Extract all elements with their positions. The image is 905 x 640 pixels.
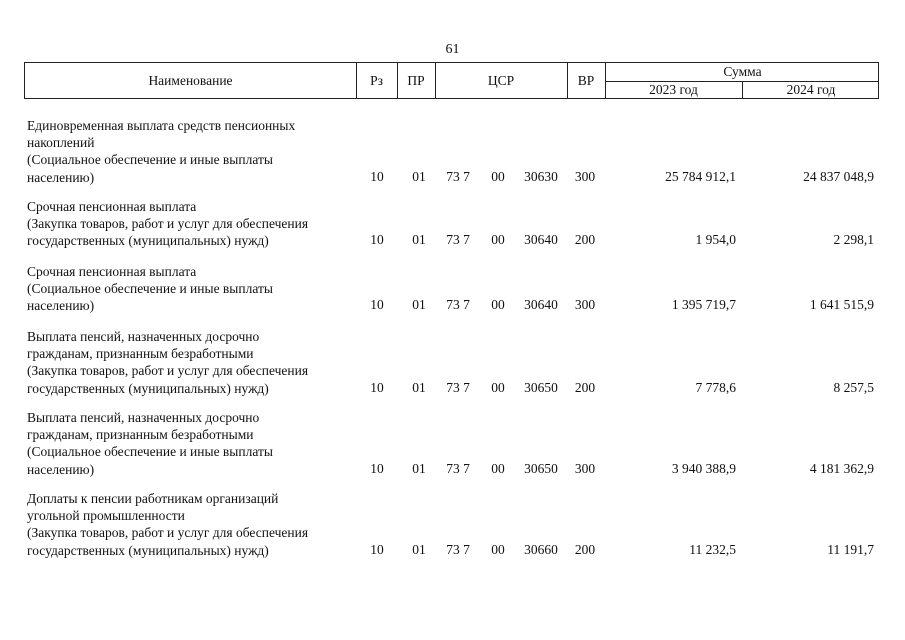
rz-cell: 10 xyxy=(370,379,384,395)
csr-code: 30650 xyxy=(524,379,558,395)
sum-2024: 1 641 515,9 xyxy=(809,297,874,313)
pr-cell: 01 xyxy=(412,541,426,557)
vr-cell: 300 xyxy=(574,168,596,184)
row-name-line: Срочная пенсионная выплата xyxy=(27,199,197,214)
row-name-line: (Социальное обеспечение и иные выплаты xyxy=(27,444,273,460)
row-name-line: угольной промышленности xyxy=(27,508,185,524)
vr-cell: 200 xyxy=(574,379,596,395)
csr-program: 73 7 xyxy=(446,541,470,557)
table-header xyxy=(24,62,879,99)
row-name-line: (Закупка товаров, работ и услуг для обеспечения xyxy=(27,363,309,379)
csr-program: 73 7 xyxy=(446,297,470,313)
csr-sub: 00 xyxy=(491,541,505,557)
sum-2024: 4 181 362,9 xyxy=(809,460,874,476)
csr-program: 73 7 xyxy=(446,232,470,248)
row-name xyxy=(27,409,357,478)
row-name-line: Срочная пенсионная выплата xyxy=(27,264,197,279)
row-name-line: Доплаты к пенсии работникам организаций xyxy=(27,491,279,506)
csr-sub: 00 xyxy=(491,168,505,184)
csr-program: 73 7 xyxy=(446,379,470,395)
pr-cell: 01 xyxy=(412,460,426,476)
row-name-line: гражданам, признанным безработными xyxy=(27,427,254,443)
sum-2024: 2 298,1 xyxy=(833,232,874,248)
header-rz: Рз xyxy=(370,73,383,88)
sum-2023: 7 778,6 xyxy=(695,379,736,395)
csr-sub: 00 xyxy=(491,379,505,395)
row-name-line: (Закупка товаров, работ и услуг для обеспечения xyxy=(27,525,309,541)
csr-code: 30640 xyxy=(524,232,558,248)
csr-code: 30650 xyxy=(524,460,558,476)
csr-program: 73 7 xyxy=(446,168,470,184)
row-name-line: государственных (муниципальных) нужд) xyxy=(27,233,269,249)
row-name xyxy=(27,198,357,250)
header-sum: Сумма xyxy=(723,64,762,79)
sum-2023: 25 784 912,1 xyxy=(665,168,736,184)
header-pr: ПР xyxy=(407,73,425,88)
page-number: 61 xyxy=(445,42,460,57)
sum-2023: 11 232,5 xyxy=(689,541,736,557)
row-name-line: Единовременная выплата средств пенсионных xyxy=(27,118,296,133)
sum-2023: 3 940 388,9 xyxy=(671,460,736,476)
row-name-line: (Социальное обеспечение и иные выплаты xyxy=(27,152,273,168)
vr-cell: 300 xyxy=(574,297,596,313)
row-name-line: населению) xyxy=(27,298,95,314)
header-2024: 2024 год xyxy=(786,82,836,97)
row-name xyxy=(27,328,357,397)
header-name: Наименование xyxy=(148,73,233,88)
sum-2023: 1 954,0 xyxy=(695,232,736,248)
row-name-line: Выплата пенсий, назначенных досрочно xyxy=(27,329,260,344)
rz-cell: 10 xyxy=(370,297,384,313)
csr-code: 30640 xyxy=(524,297,558,313)
row-name-line: Выплата пенсий, назначенных досрочно xyxy=(27,410,260,425)
row-name-line: населению) xyxy=(27,169,95,185)
csr-code: 30660 xyxy=(524,541,558,557)
csr-sub: 00 xyxy=(491,232,505,248)
rz-cell: 10 xyxy=(370,460,384,476)
sum-2024: 11 191,7 xyxy=(827,541,874,557)
csr-program: 73 7 xyxy=(446,460,470,476)
row-name-line: населению) xyxy=(27,461,95,477)
pr-cell: 01 xyxy=(412,297,426,313)
header-vr: ВР xyxy=(577,73,595,88)
row-name-line: накоплений xyxy=(27,135,95,151)
sum-2024: 8 257,5 xyxy=(833,379,874,395)
sum-2023: 1 395 719,7 xyxy=(671,297,736,313)
row-name-line: (Закупка товаров, работ и услуг для обеспечения xyxy=(27,216,309,232)
vr-cell: 300 xyxy=(574,460,596,476)
sum-2024: 24 837 048,9 xyxy=(803,168,874,184)
csr-code: 30630 xyxy=(524,168,558,184)
vr-cell: 200 xyxy=(574,232,596,248)
csr-sub: 00 xyxy=(491,460,505,476)
row-name-line: (Социальное обеспечение и иные выплаты xyxy=(27,281,273,297)
pr-cell: 01 xyxy=(412,379,426,395)
rz-cell: 10 xyxy=(370,541,384,557)
row-name-line: государственных (муниципальных) нужд) xyxy=(27,380,269,396)
row-name xyxy=(27,117,357,186)
vr-cell: 200 xyxy=(574,541,596,557)
rz-cell: 10 xyxy=(370,168,384,184)
row-name-line: гражданам, признанным безработными xyxy=(27,346,254,362)
row-name-line: государственных (муниципальных) нужд) xyxy=(27,542,269,558)
pr-cell: 01 xyxy=(412,232,426,248)
row-name xyxy=(27,263,357,315)
header-2023: 2023 год xyxy=(649,82,698,97)
header-csr: ЦСР xyxy=(487,73,515,88)
pr-cell: 01 xyxy=(412,168,426,184)
rz-cell: 10 xyxy=(370,232,384,248)
row-name xyxy=(27,490,357,559)
csr-sub: 00 xyxy=(491,297,505,313)
